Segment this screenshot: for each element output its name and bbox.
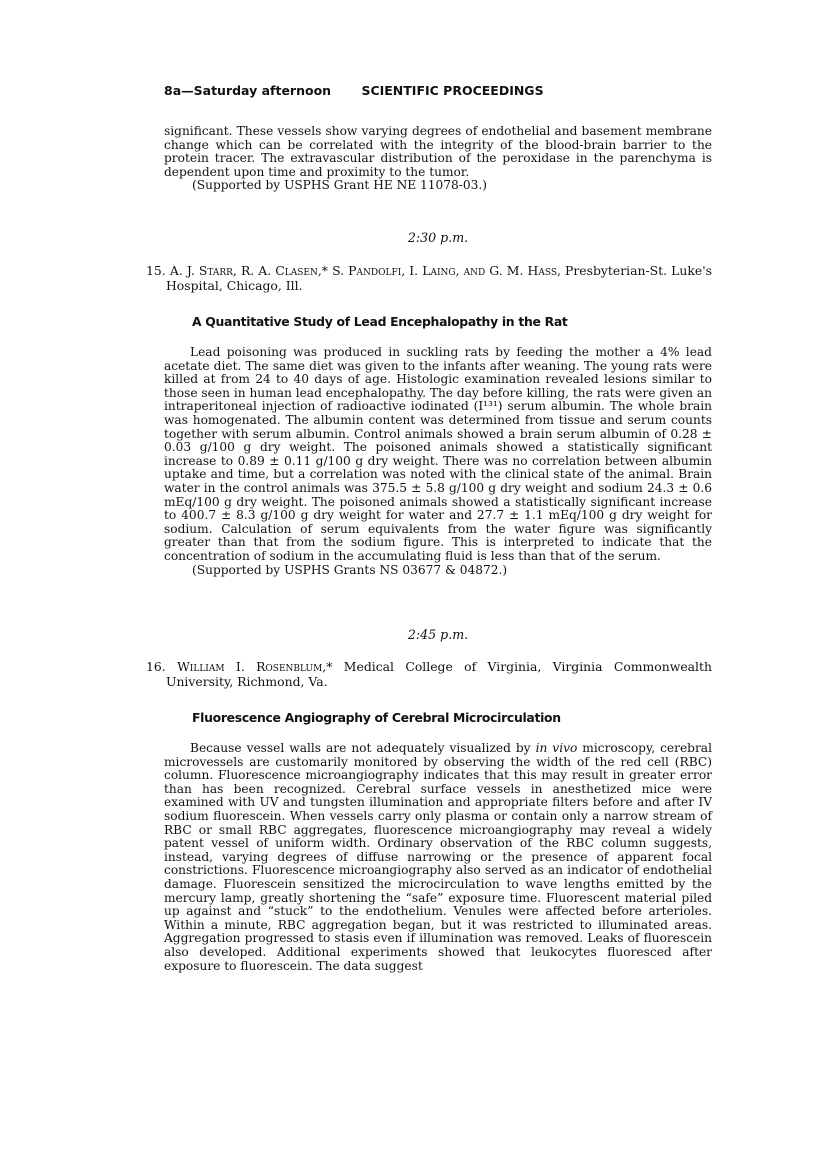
abstract-time-16: 2:45 p.m. (407, 627, 469, 642)
abstract-body-15 (164, 346, 712, 577)
abstract-text: Lead poisoning was produced in suckling rats by feeding the mother a 4% lead acetate diet. The same diet was given to the infants after weaning. The young rats were killed at from 24 to 40 days of age. Histologic examination revealed lesions similar to those seen in human lead encephalopathy. The day before killing, the rats were given an intraperitoneal injection of radioactive iodinated (I¹³¹) serum albumin. The whole brain was homogenated. The albumin content was determined from tissue and serum counts together with serum albumin. Control animals showed a brain serum albumin of 0.28 ± 0.03 g/100 g dry weight. The poisoned animals showed a statistically significant increase to 0.89 ± 0.11 g/100 g dry weight. There was no correlation between albumin uptake and time, but a correlation was noted with the clinical state of the animal. Brain water in the control animals was 375.5 ± 5.8 g/100 g dry weight and sodium 24.3 ± 0.6 mEq/100 g dry weight. The poisoned animals showed a statistically significant increase to 400.7 ± 8.3 g/100 g dry weight for water and 27.7 ± 1.1 mEq/100 g dry weight for sodium. Calculation of serum equivalents from the water figure was significantly greater than that from the sodium figure. This is interpreted to indicate that the concentration of sodium in the accumulating fluid is less than that of the serum. (164, 345, 713, 563)
abstract-authors-16 (146, 660, 712, 689)
affiliation: Medical College of Virginia, Virginia Commonwealth University, Richmond, Va. (166, 659, 712, 689)
abstract-body-16 (164, 742, 712, 973)
continuation-support: (Supported by USPHS Grant HE NE 11078-03.) (192, 178, 488, 193)
abstract-number: 16. (146, 659, 166, 674)
running-header (164, 83, 544, 98)
author-list: A. J. Starr, R. A. Clasen,* S. Pandolfi, I. Laing, and G. M. Hass, (169, 263, 561, 278)
abstract-authors-15 (146, 264, 712, 293)
abstract-text: Because vessel walls are not adequately visualized by in vivo microscopy, cerebral microvessels are customarily monitored by observing the width of the red cell (RBC) column. Fluorescence microangiography indicates that this may result in greater error than has been recognized. Cerebral surface vessels in anesthetized mice were examined with UV and tungsten illumination and appropriate filters before and after IV sodium fluorescein. When vessels carry only plasma or contain only a narrow stream of RBC or small RBC aggregates, fluorescence microangiography may reveal a widely patent vessel of uniform width. Ordinary observation of the RBC column suggests, instead, varying degrees of diffuse narrowing or the presence of apparent focal constrictions. Fluorescence microangiography also served as an indicator of endothelial damage. Fluorescein sensitized the microcirculation to wave lengths emitted by the mercury lamp, greatly shortening the “safe” exposure time. Fluorescent material piled up against and “stuck” to the endothelium. Venules were affected before arterioles. Within a minute, RBC aggregation began, but it was restricted to illuminated areas. Aggregation progressed to stasis even if illumination was removed. Leaks of fluorescein also developed. Additional experiments showed that leukocytes fluoresced after exposure to fluorescein. The data suggest (164, 741, 712, 973)
page-label: 8a—Saturday afternoon (164, 83, 332, 98)
section-title: SCIENTIFIC PROCEEDINGS (361, 83, 544, 98)
abstract-number: 15. (146, 263, 166, 278)
continuation-block (164, 125, 712, 193)
abstract-title-15: A Quantitative Study of Lead Encephalopathy in the Rat (192, 314, 568, 329)
abstract-title-16: Fluorescence Angiography of Cerebral Microcirculation (192, 710, 561, 725)
continuation-text: significant. These vessels show varying degrees of endothelial and basement membrane change which can be correlated with the integrity of the blood-brain barrier to the protein tracer. The extravascular distribution of the peroxidase in the parenchyma is dependent upon time and proximity to the tumor. (164, 124, 712, 179)
abstract-support: (Supported by USPHS Grants NS 03677 & 04872.) (192, 562, 508, 577)
author-list: William I. Rosenblum,* (177, 659, 333, 674)
affiliation: Presbyterian-St. Luke's Hospital, Chicago, Ill. (166, 263, 712, 293)
abstract-time-15: 2:30 p.m. (407, 230, 469, 245)
